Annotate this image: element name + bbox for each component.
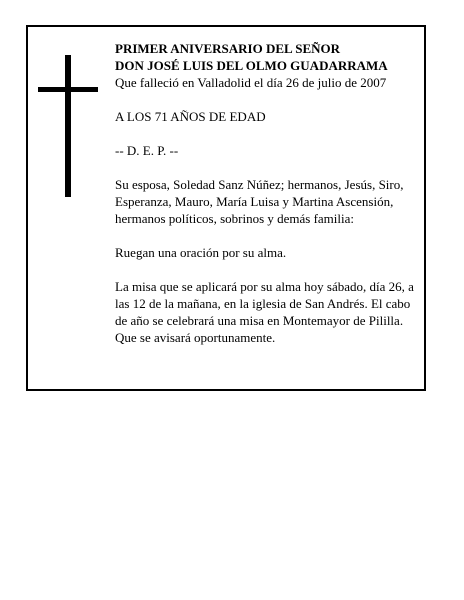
- age-line: A LOS 71 AÑOS DE EDAD: [115, 109, 266, 124]
- mass-paragraph: La misa que se aplicará por su alma hoy sábado, día 26, a las 12 de la mañana, en la iglesia de San Andrés. El cabo de año se celebrará una misa en Montemayor de Pililla. Que se avisará oportunamente.: [115, 279, 414, 345]
- notice-heading-line-2: DON JOSÉ LUIS DEL OLMO GUADARRAMA: [115, 58, 388, 73]
- rip-line: -- D. E. P. --: [115, 143, 179, 158]
- cross-icon: [38, 55, 98, 197]
- cross-horizontal-bar: [38, 87, 98, 92]
- family-paragraph: Su esposa, Soledad Sanz Núñez; hermanos, Jesús, Siro, Esperanza, Mauro, María Luisa y Martina Ascensión, hermanos políticos, sobrinos y demás familia:: [115, 177, 404, 226]
- death-date-line: Que falleció en Valladolid el día 26 de julio de 2007: [115, 75, 387, 90]
- cross-vertical-bar: [65, 55, 71, 197]
- obituary-notice: [26, 25, 426, 391]
- notice-text-block: [115, 40, 421, 346]
- prayer-request-line: Ruegan una oración por su alma.: [115, 245, 287, 260]
- notice-heading-line-1: PRIMER ANIVERSARIO DEL SEÑOR: [115, 41, 341, 56]
